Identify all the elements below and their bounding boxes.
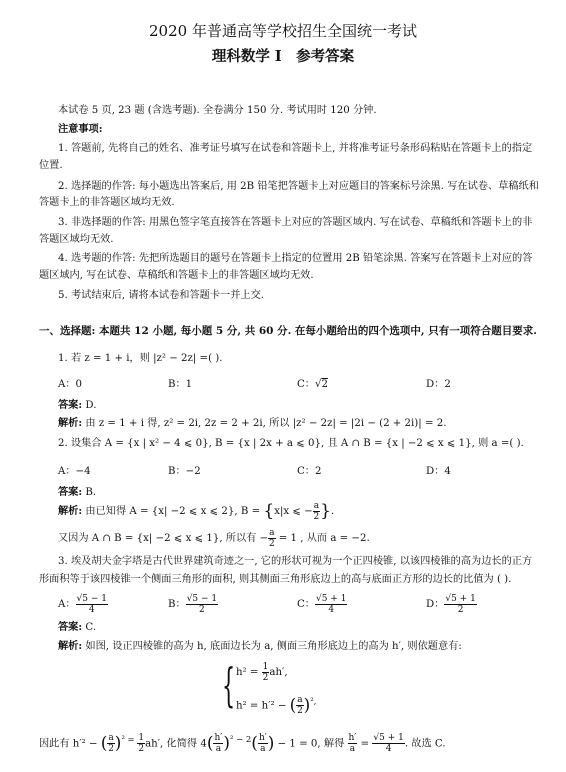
q3-option-d: D： $\frac{√5 + 1}{2}$	[426, 593, 476, 615]
q2-answer: 答案: B.	[58, 486, 97, 498]
q1-answer: 答案: D.	[58, 399, 97, 411]
q1-analysis: 解析: 由 z = 1 + i 得, z² = 2i, 2z = 2 + 2i, 所以 |z² − 2z| = |2i − (2 + 2i)| = 2.	[58, 417, 447, 429]
q2-analysis: 解析: 由已知得 A = {x| −2 ⩽ x ⩽ 2}, B = {x|x ⩽ − $\frac{a}{2}$ }.	[58, 500, 335, 522]
q2-stem: 2. 设集合 A = {x | x² − 4 ⩽ 0}, B = {x | 2x + a ⩽ 0}, 且 A ∩ B = {x | −2 ⩽ x ⩽ 1}, 则 a =( ).	[58, 438, 524, 449]
q3-eq-1: h² = $\frac{1}{2}$ ah′,	[236, 661, 288, 683]
q1-option-c: C：√2	[297, 379, 328, 390]
q2-frac-a-over-2: $\frac{a}{2}$	[313, 500, 320, 522]
q3-option-b: B： $\frac{√5 - 1}{2}$	[168, 593, 218, 615]
q3-answer: 答案: C.	[58, 621, 97, 633]
q3-stem-b: 形面积等于该四棱锥一个侧面三角形的面积, 则其侧面三角形底边上的高与底面正方形的边长的比值为 ( ).	[39, 574, 512, 585]
q3-analysis: 解析: 如图, 设正四棱锥的高为 h, 底面边长为 a, 侧面三角形底边上的高为 h′, 则依题意有:	[58, 640, 462, 652]
q2-option-c: C：2	[297, 466, 322, 477]
q1-option-a: A：0	[58, 379, 83, 390]
notice-4a: 4. 选考题的作答: 先把所选题目的题号在答题卡上指定的位置用 2B 铅笔涂黑. 答案写在答题卡上对应的答	[58, 253, 533, 264]
q3-final: 因此有 h′² − ( $\frac{a}{2}$ )$^{^2 =}$ $\frac{1}{2}$ ah′, 化简得 4( $\frac{h'}{a}$ )$^{^2 - 2}$( $\frac{h'}{a}$ ) − 1 = 0, 解得 $\frac{h'}{a}$ = $\frac{√5 + 1}{4}$ . 故选 C.	[39, 732, 446, 754]
q2-option-b: B：−2	[168, 466, 201, 477]
notice-1a: 1. 答题前, 先将自己的姓名、准考证号填写在试卷和答题卡上, 并将准考证号条形码粘贴在答题卡上的指定	[58, 143, 533, 154]
notice-3a: 3. 非选择题的作答: 用黑色签字笔直接答在答题卡上对应的答题区域内. 写在试卷、草稿纸和答题卡上的非	[58, 217, 533, 228]
page-title: 2020 年普通高等学校招生全国统一考试	[149, 22, 417, 40]
q1-option-c-radicand: 2	[321, 379, 328, 390]
q2-option-a: A：−4	[58, 466, 91, 477]
notice-2b: 答题卡上的非答题区域均无效.	[39, 197, 175, 208]
q1-option-d: D：2	[426, 379, 451, 390]
q1-stem: 1. 若 z = 1 + i，则 |z² − 2z| =( ).	[58, 353, 223, 364]
q3-option-c: C： $\frac{√5 + 1}{4}$	[297, 593, 347, 615]
q2-frac-a-over-2-b: $\frac{a}{2}$	[268, 527, 275, 549]
notice-5: 5. 考试结束后, 请将本试卷和答题卡一并上交.	[58, 290, 265, 301]
q2-option-d: D：4	[426, 466, 451, 477]
q3-eq-2: h² = h′² − ( $\frac{a}{2}$ )$^{^2,}$	[236, 694, 317, 716]
q2-analysis-line2: 又因为 A ∩ B = {x| −2 ⩽ x ⩽ 1}, 所以有 − $\frac{a}{2}$ = 1 , 从而 a = −2.	[58, 527, 370, 549]
notice-4b: 题区域内, 写在试卷、草稿纸和答题卡上的非答题区域均无效.	[39, 270, 314, 281]
q1-option-b: B：1	[168, 379, 193, 390]
notice-3b: 答题区域均无效.	[39, 234, 114, 245]
notice-2a: 2. 选择题的作答: 每小题选出答案后, 用 2B 铅笔把答题卡上对应题目的答案标号涂黑. 写在试卷、草稿纸和	[58, 181, 539, 192]
page-subtitle: 理科数学 I 参考答案	[211, 48, 355, 65]
section-heading: 一、选择题: 本题共 12 小题, 每小题 5 分, 共 60 分. 在每小题给出的四个选项中, 只有一项符合题目要求.	[39, 325, 537, 337]
notice-title: 注意事项:	[58, 123, 103, 135]
notice-1b: 位置.	[39, 160, 63, 171]
q3-stem-a: 3. 埃及胡夫金字塔是古代世界建筑奇迹之一, 它的形状可视为一个正四棱锥, 以该四棱锥的高为边长的正方	[58, 556, 533, 567]
system-brace: {	[222, 658, 236, 712]
exam-info: 本试卷 5 页, 23 题 (含选考题). 全卷满分 150 分. 考试用时 120 分钟.	[58, 105, 377, 116]
q3-option-a: A： $\frac{√5 - 1}{4}$	[58, 593, 107, 615]
